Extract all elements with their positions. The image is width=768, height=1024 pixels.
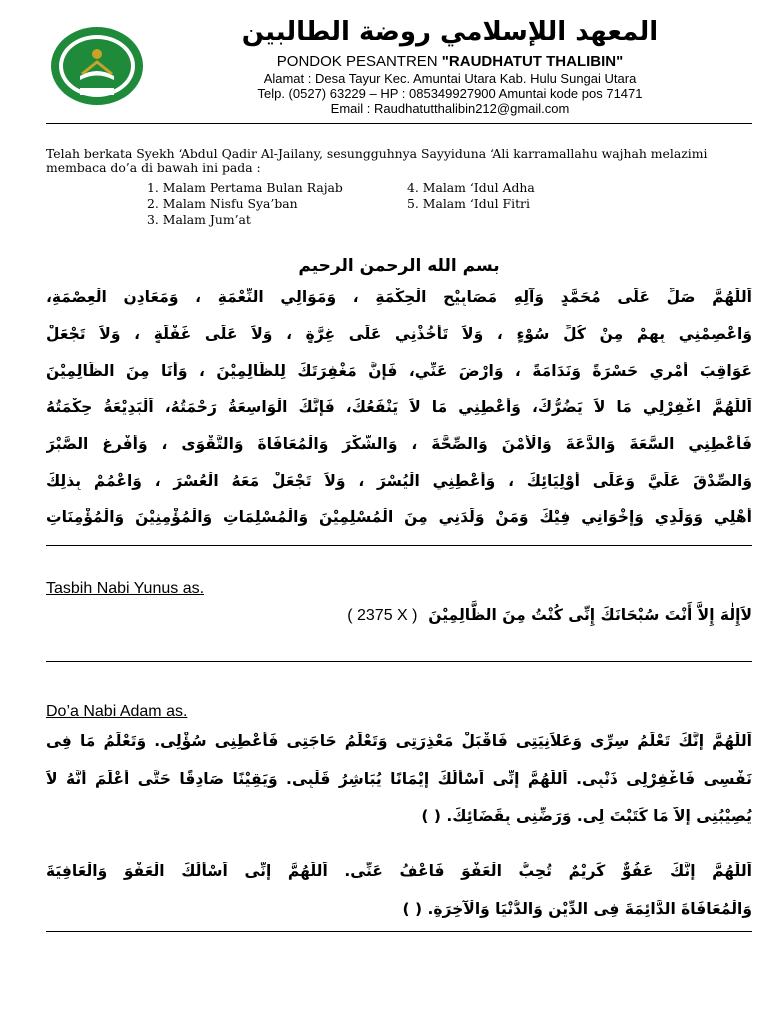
adam-line: اَللّٰهُمَّ إِنَّكَ تَعْلَمُ سِرِّى وَعَلاَنِيَتِى فَاقْبَلْ مَعْذِرَتِى وَتَعْلَمُ حَاجَتِى فَأَعْطِنِى سُؤْلِى. وَتَعْلَمُ مَا فِى [46,732,752,750]
adam-title: Do’a Nabi Adam as. [46,703,188,720]
arabic-institution-name: المعهد اللإسلامي روضة الطالبين [241,17,659,47]
adam-line: وَالْمُعَافَاةَ الدَّائِمَةَ فِى الدِّيْنِ وَالدُّنْيَا وَالْآخِرَةِ. ( ) [402,900,752,918]
basmala: بسم الله الرحمن الرحيم [298,256,500,276]
doa-line: وَاعْصِمْنِي بِهِمْ مِنْ كُلِّ سُوْءٍ ، وَلاَ تَأْخُذْنِي عَلَى غِرَّةٍ ، وَلاَ عَلَى غَفْلَةٍ ، وَلاَ تَجْعَلْ [46,325,752,343]
yunus-tasbih [266,606,752,625]
pesantren-logo [50,26,144,106]
adam-line: يُصِيْبُنِى إِلاَّ مَا كَتَبْتَ لِى. وَرَضِّنِى بِقَضَائِكَ. ( ) [421,807,752,825]
institution-name: PONDOK PESANTREN "RAUDHATUT THALIBIN" [276,53,624,70]
night-item: 2. Malam Nisfu Sya’ban [147,196,298,211]
night-item: 4. Malam ‘Idul Adha [407,180,535,195]
phone: Telp. (0527) 63229 – HP : 085349927900 Amuntai kode pos 71471 [257,86,643,101]
night-item: 3. Malam Jum’at [147,212,251,227]
adam-line: اَللّٰهُمَّ إِنَّكَ عَفُوٌّ كَرِيْمٌ تُحِبُّ الْعَفْوَ فَاعْفُ عَنِّى. اَللّٰهُمَّ إِنِّى اَسْأَلُكَ الْعَفْوَ وَالْعَافِيَةَ [46,862,752,880]
doa-line: اَللّٰهُمَّ صَلِّ عَلَى مُحَمَّدٍ وَآلِهِ مَصَابِيْحِ الْحِكْمَةِ ، وَمَوَالِي النِّعْمَةِ ، وَمَعَادِنِ الْعِصْمَةِ، [46,288,752,306]
yunus-count: ( 2375 X ) [347,607,418,624]
header-divider [46,123,752,124]
email: Email : Raudhatutthalibin212@gmail.com [330,101,570,116]
nights-list-right [407,180,535,212]
nights-list-left [147,180,343,228]
night-item: 5. Malam ‘Idul Fitri [407,196,530,211]
yunus-title: Tasbih Nabi Yunus as. [46,580,205,597]
doa-line: فَأَعْطِنِي السَّعَةَ وَالدَّعَةَ وَالْأَمْنَ وَالصِّحَّةَ ، وَالشُّكْرَ وَالْمُعَافَاةَ وَالتَّقْوَى ، وَأَفْرِغِ الصَّبْرَ [46,435,752,453]
address: Alamat : Desa Tayur Kec. Amuntai Utara Kab. Hulu Sungai Utara [263,71,637,86]
doa-line: أَهْلِي وَوَلَدِي وَإِخْوَانِي فِيْكَ وَمَنْ وَلَدَنِي مِنَ الْمُسْلِمِيْنَ وَالْمُسْلِمَاتِ وَالْمُؤْمِنِيْنَ وَالْمُؤْمِنَاتِ [46,508,752,526]
doa-line: اَللّٰهُمَّ اغْفِرْلِي مَا لاَ يَضُرُّكَ، وَأَعْطِنِي مَا لاَ يَنْفَعُكَ، فَإِنَّكَ الْوَاسِعَةُ رَحْمَتُهُ، اَلْبَدِيْعَةُ حِكْمَتُهُ [46,398,752,416]
doa-line: وَالصِّدْقَ عَلَيَّ وَعَلَى أَوْلِيَائِكَ ، وَأَعْطِنِي الْيُسْرَ ، وَلاَ تَجْعَلْ مَعَهُ الْعُسْرَ ، وَاعْمُمْ بِذلِكَ [46,472,752,490]
section-divider [46,545,752,546]
intro-text: Telah berkata Syekh ‘Abdul Qadir Al-Jailany, sesungguhnya Sayyiduna ‘Ali karramallahu wajhah melazimi membaca do’a di bawah ini pada : [46,146,708,175]
section-divider [46,661,752,662]
adam-line: نَفْسِى فَاغْفِرْلِى ذَنْبِى. اَللّٰهُمَّ إِنِّى اَسْأَلُكَ إِيْمَانًا يُبَاشِرُ قَلْبِى. وَيَقِيْنًا صَادِقًا حَتَّى أَعْلَمَ أَنَّهُ لاَ [46,770,752,788]
night-item: 1. Malam Pertama Bulan Rajab [147,180,343,195]
yunus-arabic: لاَإِلٰهَ إِلاَّ أَنْتَ سُبْحَانَكَ إِنِّى كُنْتُ مِنَ الظَّالِمِيْنَ [428,606,752,624]
doa-line: عَوَاقِبَ أَمْرِي حَسْرَةً وَنَدَامَةً ، وَارْضَ عَنِّي، فَإِنَّ مَغْفِرَتَكَ لِلظَّالِمِيْنَ ، وَأَنَا مِنَ الظَّالِمِيْنَ [46,362,752,380]
footer-divider [46,931,752,932]
